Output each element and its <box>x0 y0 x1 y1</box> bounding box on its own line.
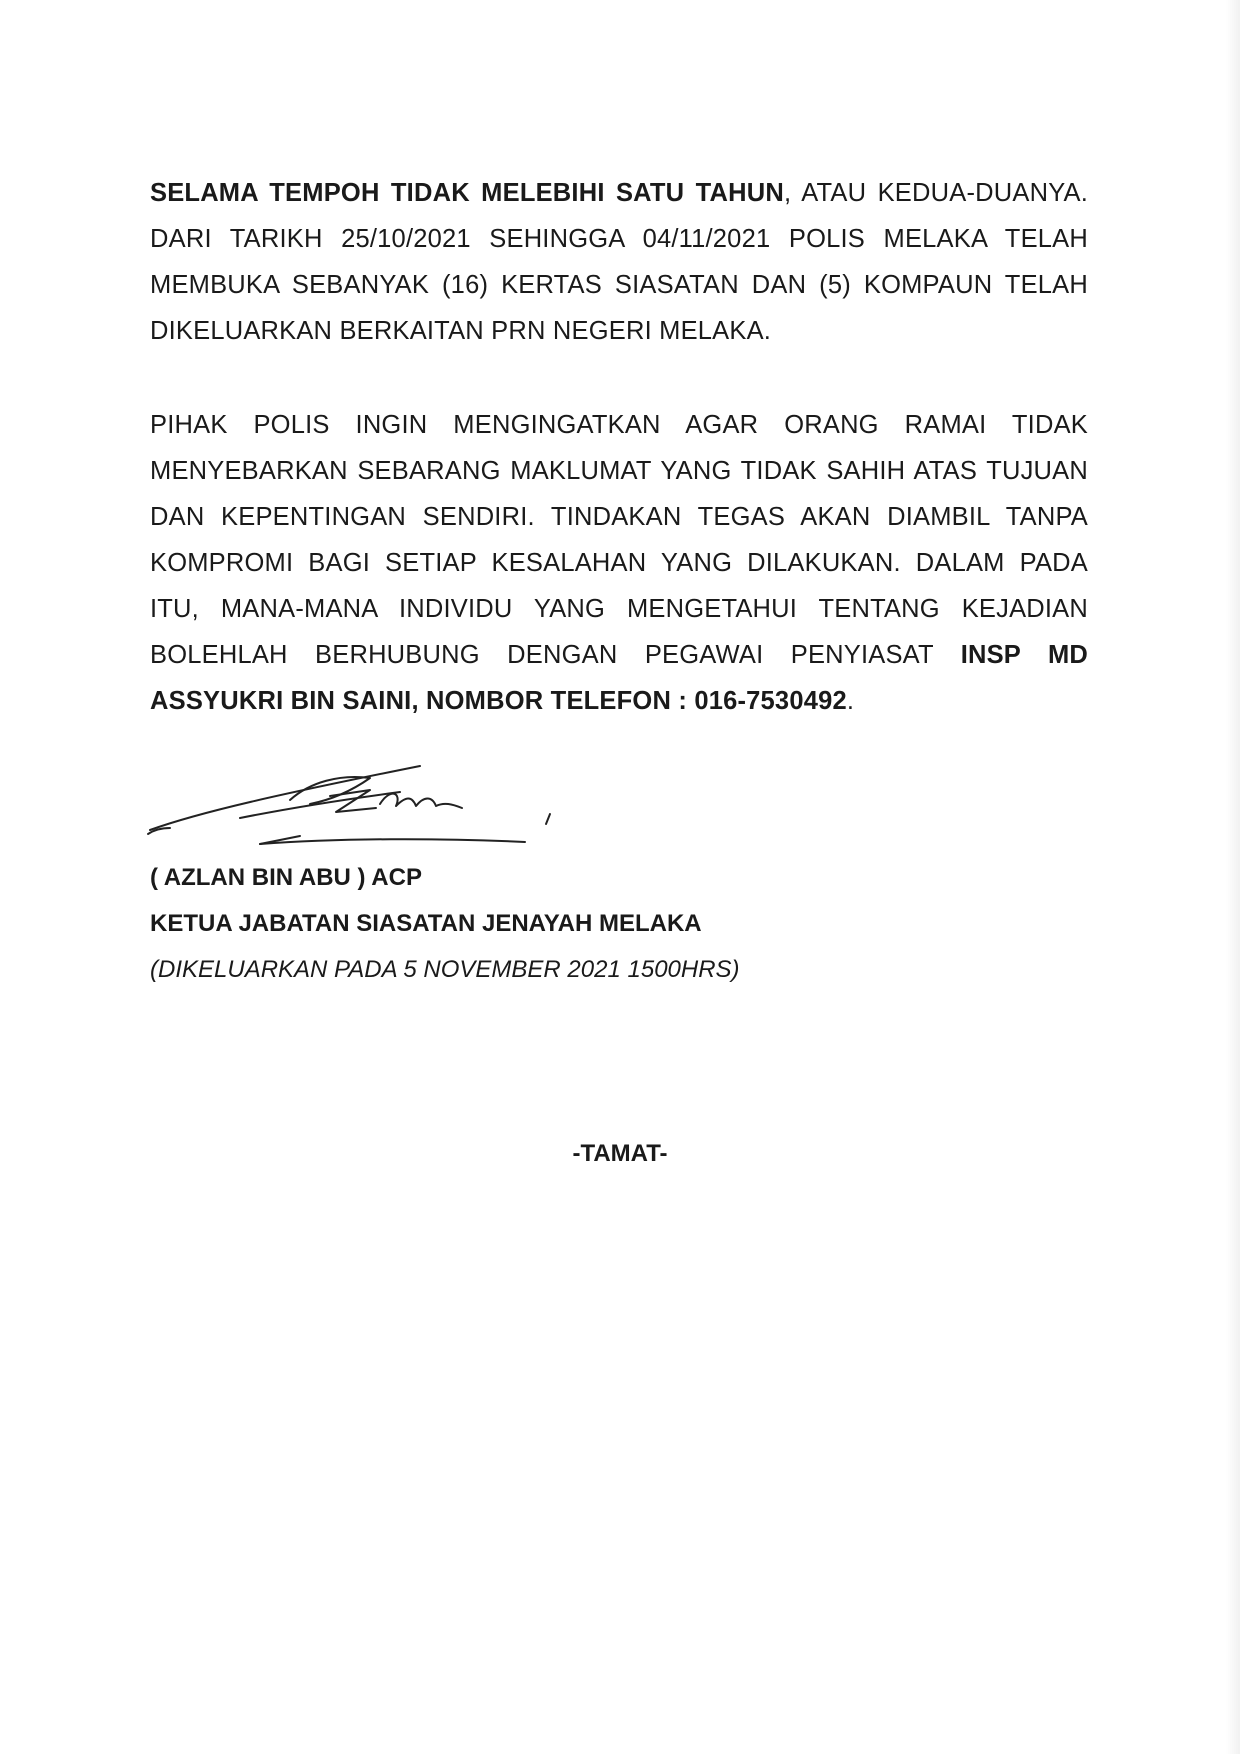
paragraph-warning-and-contact <box>150 402 1088 724</box>
signature-stroke-underline <box>260 839 525 844</box>
paragraph-penalty-and-statistics <box>150 170 1088 354</box>
paragraph1-lead-bold: SELAMA TEMPOH TIDAK MELEBIHI SATU TAHUN <box>150 179 784 207</box>
signatory-title: KETUA JABATAN SIASATAN JENAYAH MELAKA <box>150 910 702 937</box>
handwritten-signature <box>140 752 570 852</box>
paragraph2-text: PIHAK POLIS INGIN MENGINGATKAN AGAR ORANG RAMAI TIDAK MENYEBARKAN SEBARANG MAKLUMAT YANG TIDAK SAHIH ATAS TUJUAN DAN KEPENTINGAN SENDIRI. TINDAKAN TEGAS AKAN DIAMBIL TANPA KOMPROMI BAGI SETIAP KESALAHAN YANG DILAKUKAN. DALAM PADA ITU, MANA-MANA INDIVIDU YANG MENGETAHUI TENTANG KEJADIAN BOLEHLAH BERHUBUNG DENGAN PEGAWAI PENYIASAT <box>150 411 1088 669</box>
paragraph2-end: . <box>846 687 855 715</box>
paragraph1-text: , ATAU KEDUA-DUANYA. DARI TARIKH 25/10/2021 SEHINGGA 04/11/2021 POLIS MELAKA TELAH MEMBUKA SEBANYAK (16) KERTAS SIASATAN DAN (5) KOMPAUN TELAH DIKELUARKAN BERKAITAN PRN NEGERI MELAKA. <box>150 179 1088 345</box>
signature-stroke-letters <box>380 794 462 808</box>
signature-stroke-loop <box>290 777 370 804</box>
signature-stroke-cross <box>240 792 400 818</box>
end-mark: -TAMAT- <box>572 1140 668 1167</box>
signatory-name: ( AZLAN BIN ABU ) ACP <box>150 864 422 891</box>
investigator-contact: INSP MD ASSYUKRI BIN SAINI, NOMBOR TELEFON : 016-7530492 <box>150 641 1088 715</box>
scan-edge <box>1226 0 1240 1754</box>
signature-stroke-comma <box>546 814 550 824</box>
signature-stroke-main <box>150 766 420 830</box>
issued-date: (DIKELUARKAN PADA 5 NOVEMBER 2021 1500HRS) <box>150 956 740 983</box>
